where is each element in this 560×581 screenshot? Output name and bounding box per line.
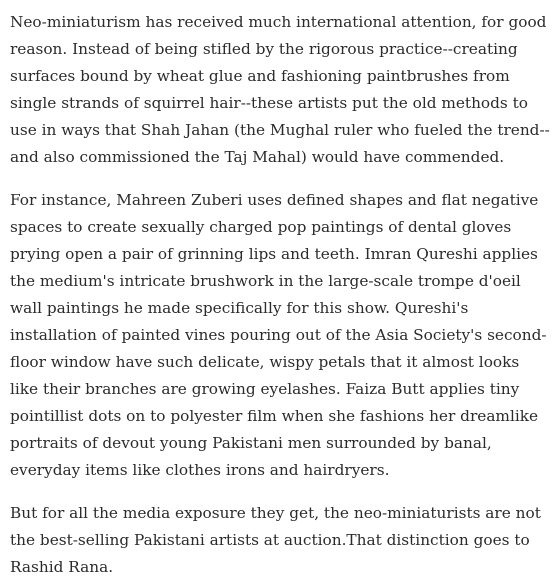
- paragraph-artist-examples: For instance, Mahreen Zuberi uses defined shapes and flat negative spaces to create sexually charged pop paintings of dental gloves prying open a pair of grinning lips and teeth. Imran Qureshi applies the medium's intricate brushwork in the large-scale trompe d'oeil wall paintings he made specifically for this show. Qureshi's installation of painted vines pouring out of the Asia Society's second-floor window have such delicate, wispy petals that it almost looks like their branches are growing eyelashes. Faiza Butt applies tiny pointillist dots on to polyester film when she fashions her dreamlike portraits of devout young Pakistani men surrounded by banal, everyday items like clothes irons and hairdryers.: [10, 191, 547, 479]
- paragraph-neo-miniaturism-intro: Neo-miniaturism has received much international attention, for good reason. Instead of being stifled by the rigorous practice--creating surfaces bound by wheat glue and fashioning paintbrushes from single strands of squirrel hair--these artists put the old methods to use in ways that Shah Jahan (the Mughal ruler who fueled the trend--and also commissioned the Taj Mahal) would have commended.: [10, 13, 550, 166]
- paragraph-auction-sales: But for all the media exposure they get, the neo-miniaturists are not the best-selling Pakistani artists at auction.That distinction goes to Rashid Rana.: [10, 504, 541, 576]
